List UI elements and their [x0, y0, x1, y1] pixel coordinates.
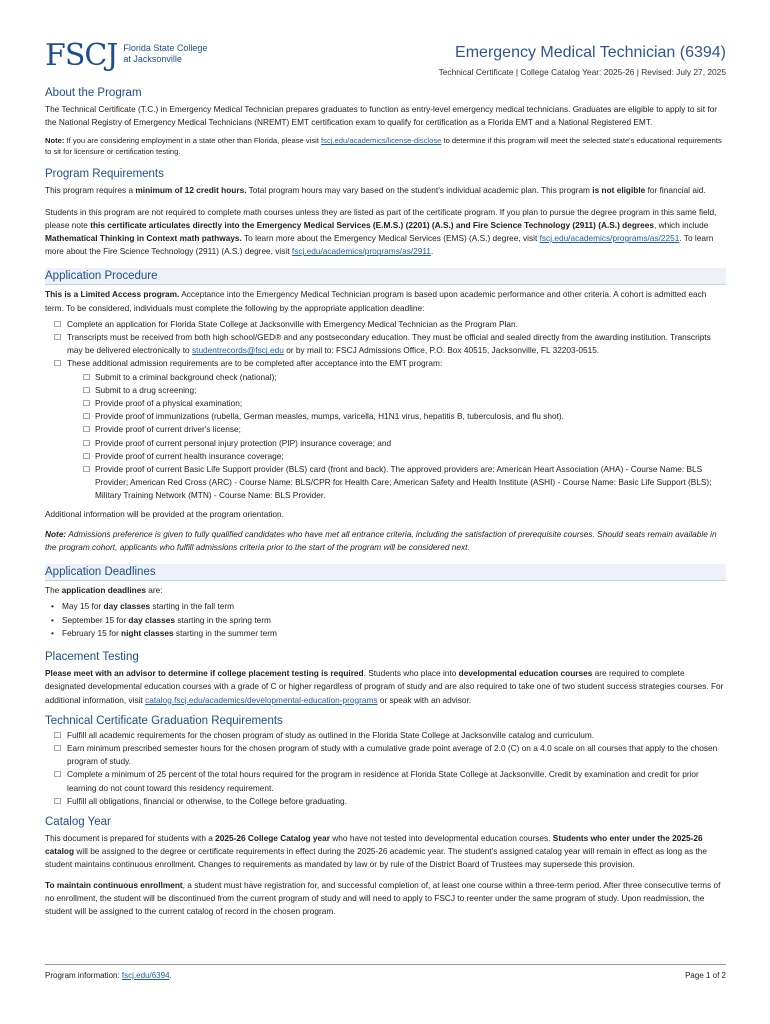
list-item: ☐ Provide proof of current personal injury protection (PIP) insurance coverage; and: [81, 437, 726, 450]
item-text: or by mail to: FSCJ Admissions Office, P.O. Box 40515, Jacksonville, FL 32203-0515.: [283, 345, 600, 356]
document-header: [45, 40, 726, 80]
list-item: [45, 614, 726, 627]
text: who have not tested into developmental education courses.: [330, 832, 553, 843]
text-bold: night classes: [121, 627, 174, 638]
text: are required to complete designated developmental education courses with a grade of C or higher regardless of program of study and are also required to take one of two student success strategies courses. For additional information, visit: [45, 668, 724, 705]
license-disclose-link[interactable]: fscj.edu/academics/license-disclose: [321, 136, 442, 146]
text-bold: day classes: [103, 601, 151, 612]
req-bold: minimum of 12 credit hours.: [135, 185, 247, 196]
catalog-heading: Catalog Year: [45, 815, 111, 828]
list-item: ☐ Submit to a drug screening;: [81, 384, 726, 397]
text: starting in the fall term: [150, 601, 235, 612]
item-text: Complete an application for Florida State College at Jacksonville with Emergency Medical Technician as the Program Plan.: [67, 318, 518, 329]
list-item: ☐ Submit to a criminal background check (national);: [81, 371, 726, 384]
note-text: Admissions preference is given to fully qualified candidates who have met all entrance criteria, including the satisfaction of prerequisite courses. Should seats remain available in the program cohort, applicants who fulfill admissions criteria prior to the start of the program will be considered next.: [45, 528, 717, 553]
application-checklist: [45, 318, 726, 503]
list-item: ☐ Provide proof of immunizations (rubella, German measles, mumps, varicella, H1N1 virus, hepatitis B, tuberculosis, and flu shot).: [81, 410, 726, 423]
deadlines-list: [45, 600, 726, 640]
about-heading: About the Program: [45, 87, 142, 99]
page-subtitle: Technical Certificate | College Catalog Year: 2025-26 | Revised: July 27, 2025: [438, 67, 726, 77]
note-label: Note:: [45, 136, 65, 146]
text: This document is prepared for students with a: [45, 832, 216, 843]
item-text: These additional admission requirements are to be completed after acceptance into the EMT program:: [67, 358, 443, 369]
list-item: ☐ Provide proof of a physical examination;: [81, 397, 726, 410]
note-label: Note:: [45, 528, 67, 539]
deadlines-section: [45, 564, 726, 640]
list-item: ☐ Provide proof of current Basic Life Support provider (BLS) card (front and back). The approved providers are: American Heart Association (AHA) - Course Name: BLS Provider; American Red Cross (ARC) - Course Name: BLS/CPR for Health Care; American Safety and Health Institute (ASHI) - Course Name: Basic Life Support (BLS); Military Training Network (MTN) - Course Name: BLS Provider.: [81, 463, 726, 503]
req-text: Total program hours may vary based on the student's individual academic plan. This program: [246, 185, 593, 196]
page-number: Page 1 of 2: [685, 971, 726, 980]
footer-text: .: [169, 971, 172, 980]
logo-mark: FSCJ: [45, 38, 118, 73]
admissions-note: [45, 528, 726, 554]
text: , a student must have registration for, and successful completion of, at least one course within a three-term period. After three consecutive terms of no enrollment, the student will be discontinued from the current program of study and will need to apply to FSCJ to reenter under the same program of study. Upon readmission, the student will be assigned to the current catalog of record in the chosen program.: [45, 879, 721, 916]
req-text: for financial aid.: [645, 185, 706, 196]
catalog-p1: [45, 832, 726, 872]
about-section: [45, 86, 726, 157]
text: September 15 for: [62, 614, 129, 625]
requirements-p1: [45, 184, 726, 197]
text-bold: day classes: [128, 614, 176, 625]
list-item: [45, 600, 726, 613]
note-text-1: If you are considering employment in a state other than Florida, please visit: [64, 136, 322, 146]
additional-info: Additional information will be provided at the program orientation.: [45, 508, 284, 519]
list-item: ☐ Fulfill all academic requirements for the chosen program of study as outlined in the Florida State College at Jacksonville catalog and curriculum.: [45, 729, 726, 742]
list-item: ☐ Provide proof of current driver's license;: [81, 423, 726, 436]
text: or speak with an advisor.: [377, 694, 472, 705]
text: May 15 for: [62, 601, 104, 612]
program-info: [45, 969, 172, 982]
deadlines-heading: Application Deadlines: [45, 564, 726, 581]
deadlines-intro: [45, 584, 726, 597]
text-bold: application deadlines: [61, 585, 146, 596]
graduation-heading: Technical Certificate Graduation Requirements: [45, 714, 283, 727]
about-note: [45, 135, 726, 157]
about-body: The Technical Certificate (T.C.) in Emergency Medical Technician prepares graduates to function as entry-level emergency medical technicians. Graduates are eligible to apply to sit for the National Registry of Emergency Medical Technicians (NREMT) EMT certification exam to qualify for certification as a Florida EMT and a National Registered EMT.: [45, 104, 718, 128]
list-item: ☐ Earn minimum prescribed semester hours for the chosen program of study with a cumulative grade point average of 2.0 (C) on a 4.0 scale on all courses that apply to the chosen program of study.: [45, 742, 726, 768]
program-info-link[interactable]: fscj.edu/6394: [121, 971, 170, 980]
logo-line-2: at Jacksonville: [123, 54, 182, 64]
text-bold: developmental education courses: [458, 668, 593, 679]
page-title: Emergency Medical Technician (6394): [455, 44, 726, 61]
fscj-logo: [45, 40, 207, 72]
req-text: , which include: [653, 219, 709, 230]
logo-line-1: Florida State College: [123, 43, 208, 53]
list-item: [45, 331, 726, 357]
list-item: ☐ Fulfill all obligations, financial or otherwise, to the College before graduating.: [45, 795, 726, 808]
requirements-p2: [45, 206, 726, 259]
student-records-email-link[interactable]: studentrecords@fscj.edu: [191, 345, 284, 356]
catalog-section: [45, 815, 726, 918]
text-bold: Please meet with an advisor to determine if college placement testing is required: [45, 668, 364, 679]
application-intro: [45, 288, 726, 314]
fire-science-link[interactable]: fscj.edu/academics/programs/as/2911: [291, 246, 432, 257]
req-text: To learn more about the Emergency Medical Services (EMS) (A.S.) degree, visit: [241, 233, 540, 244]
requirements-heading: Program Requirements: [45, 168, 164, 181]
req-text: . To learn more about the Fire Science Technology (2911) (A.S.) degree, visit: [45, 233, 714, 257]
graduation-checklist: [45, 729, 726, 808]
req-text: This program requires a: [45, 185, 136, 196]
text-bold: To maintain continuous enrollment: [45, 879, 183, 890]
title-block: [439, 43, 726, 78]
list-item: [45, 357, 726, 502]
note-text-2: to determine if this program will meet the selected state's educational requirements to sit for licensure or certification testing.: [45, 136, 722, 157]
text: starting in the spring term: [175, 614, 271, 625]
text-bold: Students who enter under the 2025-26 catalog: [45, 832, 703, 857]
list-item: ☐ Complete a minimum of 25 percent of the total hours required for the program in residence at Florida State College at Jacksonville. Credit by examination and credit for prior learning do not count toward this residency requirement.: [45, 768, 726, 794]
limited-access-label: This is a Limited Access program.: [45, 289, 180, 300]
req-text: Students in this program are not required to complete math courses unless they are listed as part of the certificate program. If you plan to pursue the degree program in this same field, please note: [45, 206, 717, 230]
text: are:: [145, 585, 163, 596]
application-section: [45, 268, 726, 554]
text: starting in the summer term: [173, 627, 277, 638]
ems-degree-link[interactable]: fscj.edu/academics/programs/as/2251: [539, 233, 680, 244]
requirements-section: [45, 167, 726, 258]
list-item: ☐ Provide proof of current health insurance coverage;: [81, 450, 726, 463]
req-bold: this certificate articulates directly into the Emergency Medical Services (E.M.S.) (2201) (A.S.) and Fire Science Technology (2911) (A.S.) degrees: [90, 219, 654, 230]
list-item: [45, 627, 726, 640]
text: . Students who place into: [363, 668, 459, 679]
text: will be assigned to the degree or certificate requirements in effect during the 2025-26 academic year. The student's assigned catalog year will remain in effect as long as the student maintains continuous enrollment. Changes to requirements as mandated by law or by rule of the District Board of Trustees may supersede this provision.: [45, 846, 708, 870]
placement-section: [45, 650, 726, 707]
document-page: [45, 40, 726, 918]
logo-text: [123, 43, 207, 65]
text: February 15 for: [62, 627, 122, 638]
application-intro-text: Acceptance into the Emergency Medical Technician program is based upon academic performance and other criteria. A cohort is admitted each term. To be considered, individuals must complete the following by the appropriate application deadline:: [45, 289, 707, 313]
placement-body: [45, 667, 726, 707]
footer-label: Program information:: [45, 971, 122, 980]
developmental-education-link[interactable]: catalog.fscj.edu/academics/developmental-education-programs: [145, 694, 378, 705]
req-bold: Mathematical Thinking in Context math pathways.: [45, 233, 242, 244]
req-text: .: [431, 246, 434, 257]
page-footer: [45, 964, 726, 982]
catalog-p2: [45, 879, 726, 919]
text-bold: 2025-26 College Catalog year: [215, 832, 330, 843]
graduation-section: [45, 714, 726, 808]
admission-sublist: [81, 371, 726, 503]
req-bold: is not eligible: [592, 185, 646, 196]
placement-heading: Placement Testing: [45, 651, 139, 664]
text: The: [45, 585, 62, 596]
item-text: Transcripts must be received from both high school/GED® and any postsecondary education. They must be official and sealed directly from the awarding institution. Transcripts may be delivered electronically to: [67, 332, 711, 356]
application-heading: Application Procedure: [45, 268, 726, 285]
list-item: [45, 318, 726, 331]
